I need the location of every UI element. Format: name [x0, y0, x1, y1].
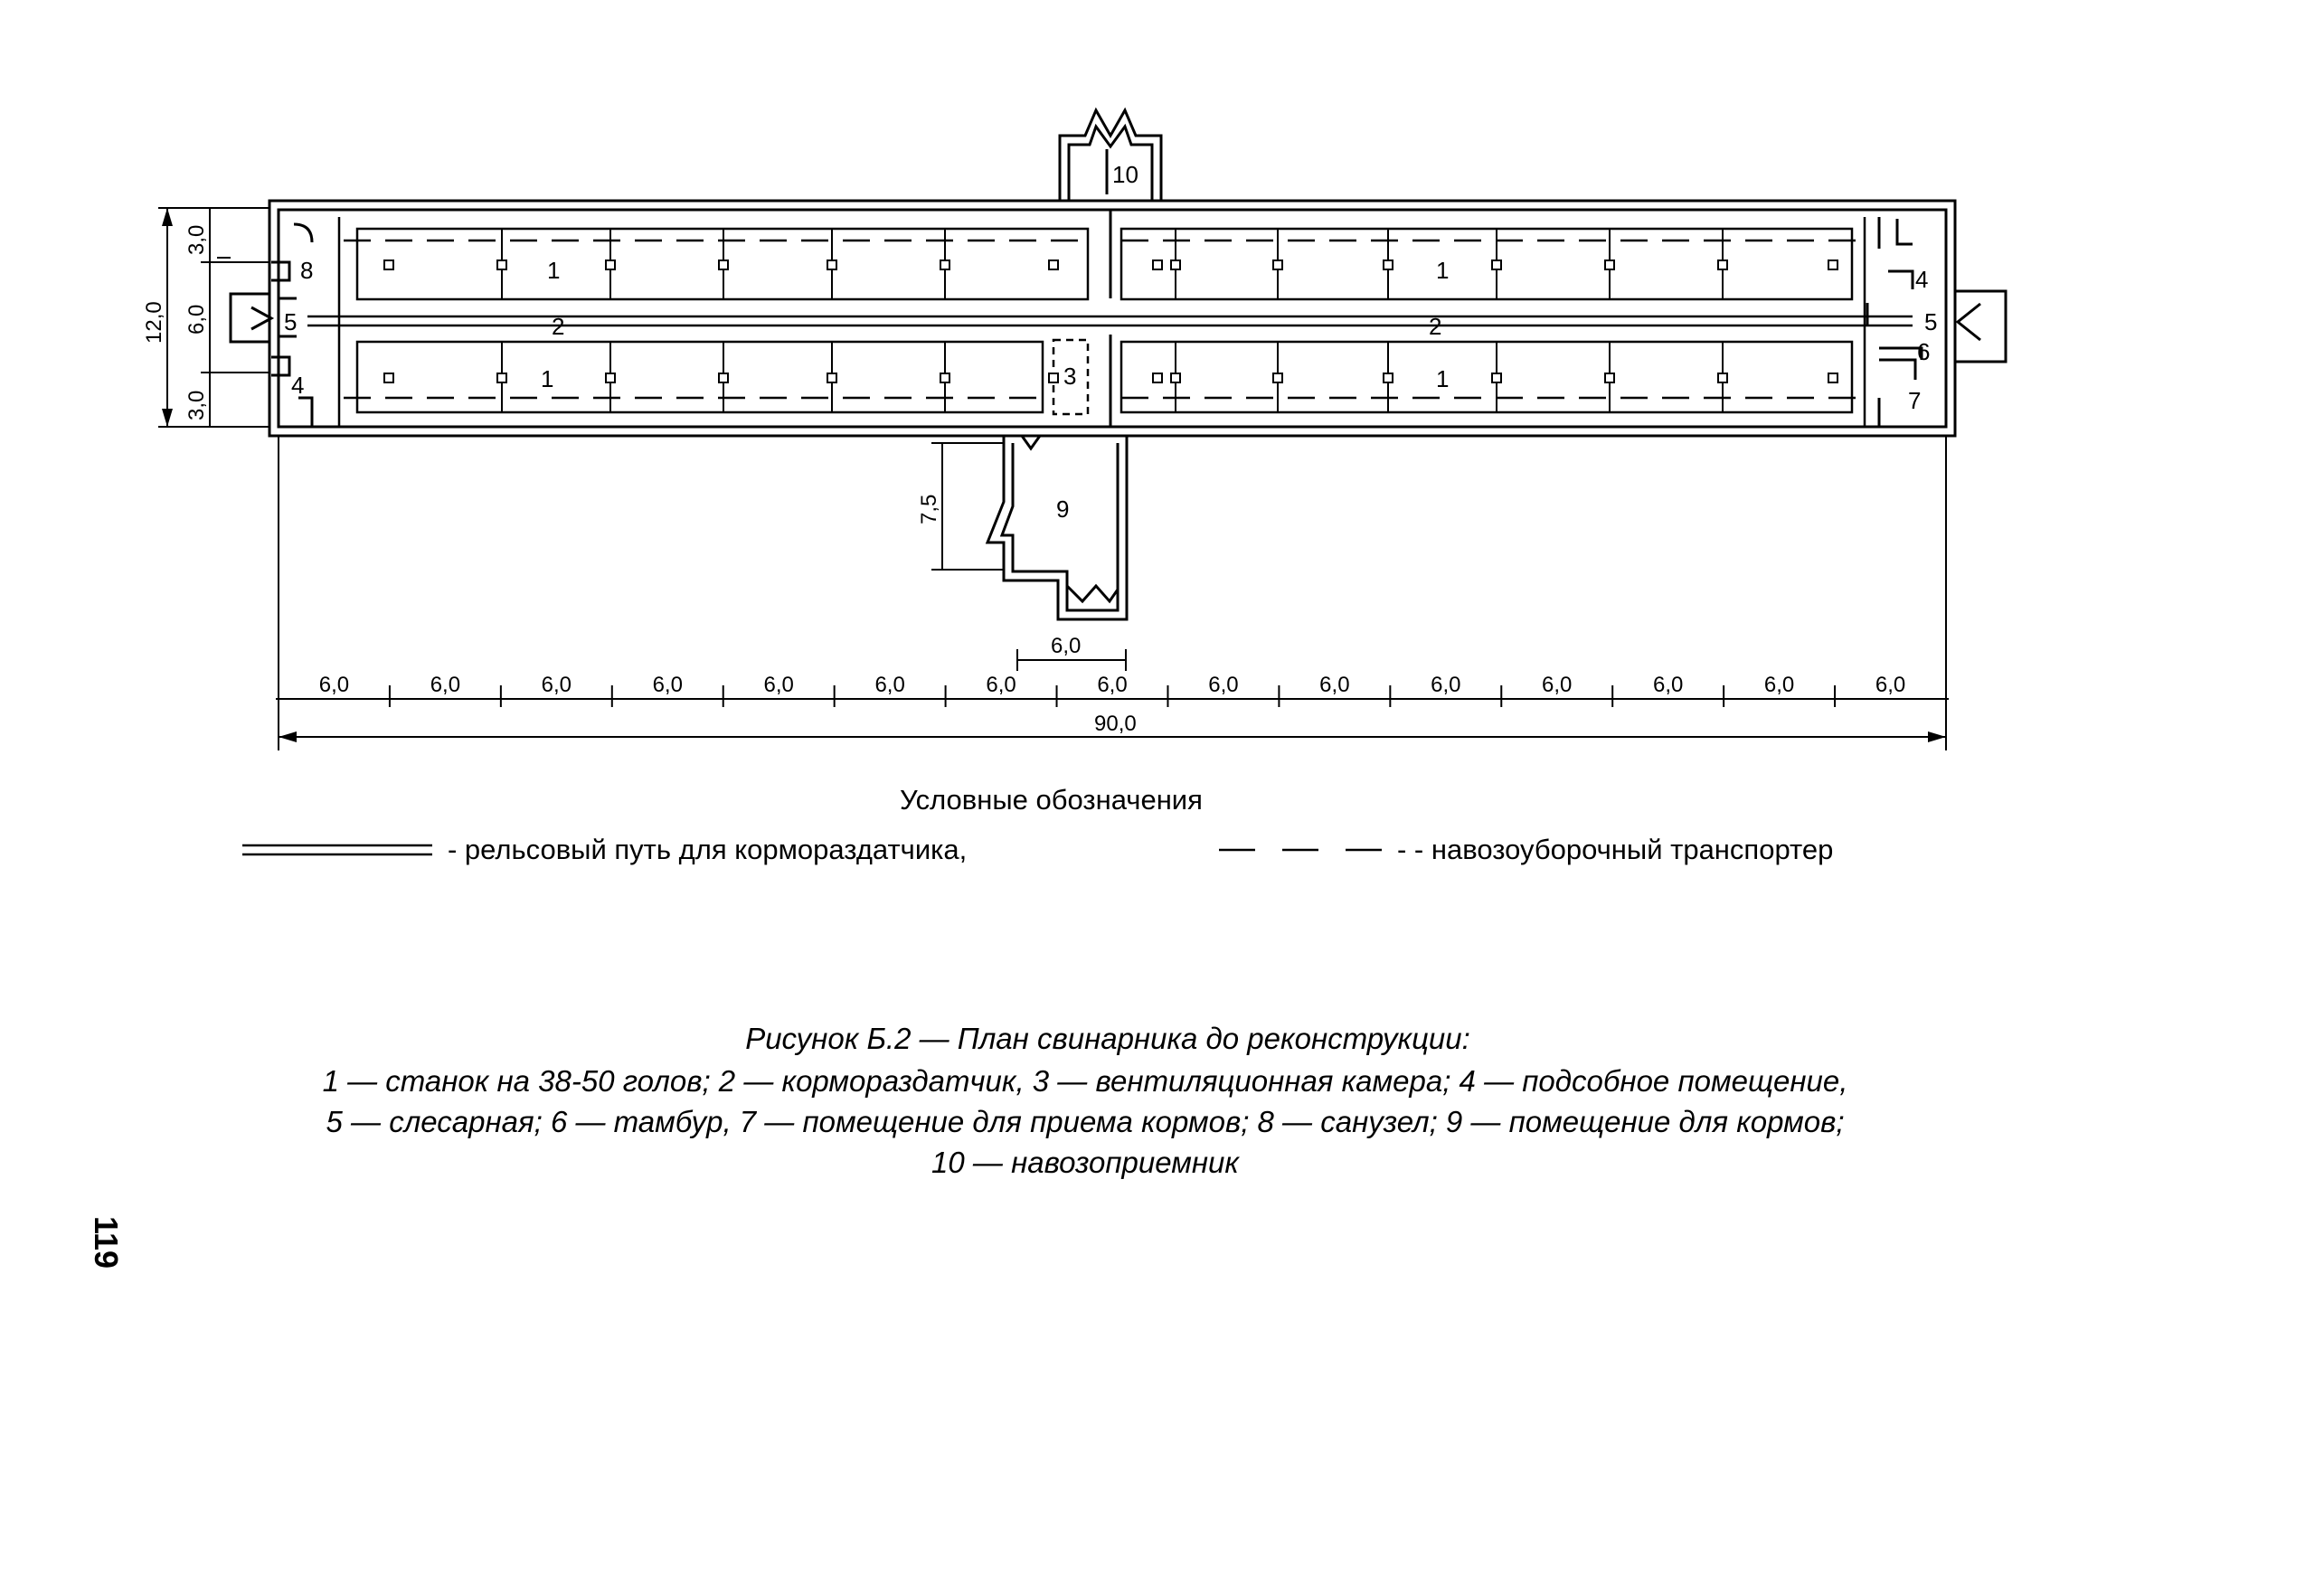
- page-number: 119: [88, 1216, 125, 1269]
- label-pen-bottom-left: 1: [541, 365, 554, 392]
- label-utility-left: 4: [291, 372, 305, 399]
- dim-annex-width: 6,0: [1051, 634, 1082, 658]
- span-label: 6,0: [1652, 673, 1684, 697]
- dim-left-top: 3,0: [184, 224, 209, 255]
- bottom-dimension-chain: [276, 436, 1949, 750]
- legend-conveyor-label: - - навозоуборочный транспортер: [1397, 834, 1834, 865]
- span-label: 6,0: [652, 673, 683, 697]
- dim-width-total: 12,0: [142, 301, 166, 344]
- span-label: 6,0: [1208, 673, 1239, 697]
- label-ventilation: 3: [1063, 363, 1077, 390]
- partitions-bottom-right: [1153, 342, 1837, 412]
- span-label: 6,0: [1875, 673, 1906, 697]
- partitions-top-left: [384, 229, 1058, 299]
- span-label: 6,0: [1431, 673, 1461, 697]
- pens: [357, 229, 1852, 414]
- span-label: 6,0: [1763, 673, 1795, 697]
- span-label: 6,0: [874, 673, 905, 697]
- building-walls: [269, 201, 1955, 436]
- label-vestibule: 6: [1917, 338, 1931, 365]
- caption-line-2: 5 — слесарная; 6 — тамбур, 7 — помещение для приема кормов; 8 — санузел; 9 — помещение для кормов;: [326, 1105, 1845, 1138]
- outer-wall: [269, 201, 1955, 436]
- pen-top-right: [1121, 229, 1852, 299]
- partitions-bottom-left: [384, 342, 1058, 412]
- dim-annex-height: 7,5: [917, 494, 941, 524]
- label-workshop-left: 5: [284, 308, 298, 335]
- caption-title: Рисунок Б.2 — План свинарника до реконструкции:: [745, 1022, 1470, 1055]
- label-feed-receiving: 7: [1908, 387, 1922, 414]
- span-label: 6,0: [1542, 673, 1573, 697]
- manure-conveyors: [344, 241, 1863, 398]
- label-pen-bottom-right: 1: [1436, 365, 1450, 392]
- span-label: 6,0: [1319, 673, 1350, 697]
- label-feed-room: 9: [1056, 495, 1070, 523]
- span-label: 6,0: [1097, 673, 1128, 697]
- left-dimensions: [158, 208, 269, 427]
- span-label: 6,0: [986, 673, 1016, 697]
- inner-wall: [279, 210, 1946, 427]
- caption-line-3: 10 — навозоприемник: [931, 1146, 1239, 1179]
- span-label: 6,0: [318, 673, 350, 697]
- left-dimension-labels: [142, 225, 209, 420]
- dim-left-bottom: 3,0: [184, 390, 209, 420]
- partitions-top-right: [1153, 229, 1837, 299]
- span-label: 6,0: [541, 673, 572, 697]
- label-manure-receiver: 10: [1112, 161, 1138, 188]
- label-workshop-right: 5: [1924, 308, 1938, 335]
- span-label: 6,0: [430, 673, 461, 697]
- dim-left-mid: 6,0: [184, 304, 209, 335]
- legend-title: Условные обозначения: [900, 784, 1203, 816]
- span-label: 6,0: [763, 673, 794, 697]
- label-pen-top-left: 1: [547, 257, 561, 284]
- pen-bottom-right: [1121, 342, 1852, 412]
- legend-rail-label: - рельсовый путь для кормораздатчика,: [448, 834, 968, 865]
- feed-room-annex: [987, 436, 1127, 619]
- manure-receiver-annex: [1060, 110, 1161, 201]
- annex-height-dimension: [931, 443, 1004, 570]
- dim-total-length: 90,0: [1094, 712, 1137, 736]
- label-feeder-left: 2: [552, 313, 565, 340]
- caption-line-1: 1 — станок на 38-50 голов; 2 — кормораздатчик, 3 — вентиляционная камера; 4 — подсобное помещение,: [322, 1064, 1848, 1098]
- legend-rail-symbol: [242, 845, 432, 854]
- label-pen-top-right: 1: [1436, 257, 1450, 284]
- label-utility-right: 4: [1915, 266, 1929, 293]
- span-labels: [319, 673, 1905, 697]
- label-feeder-right: 2: [1429, 313, 1442, 340]
- label-toilet: 8: [300, 257, 314, 284]
